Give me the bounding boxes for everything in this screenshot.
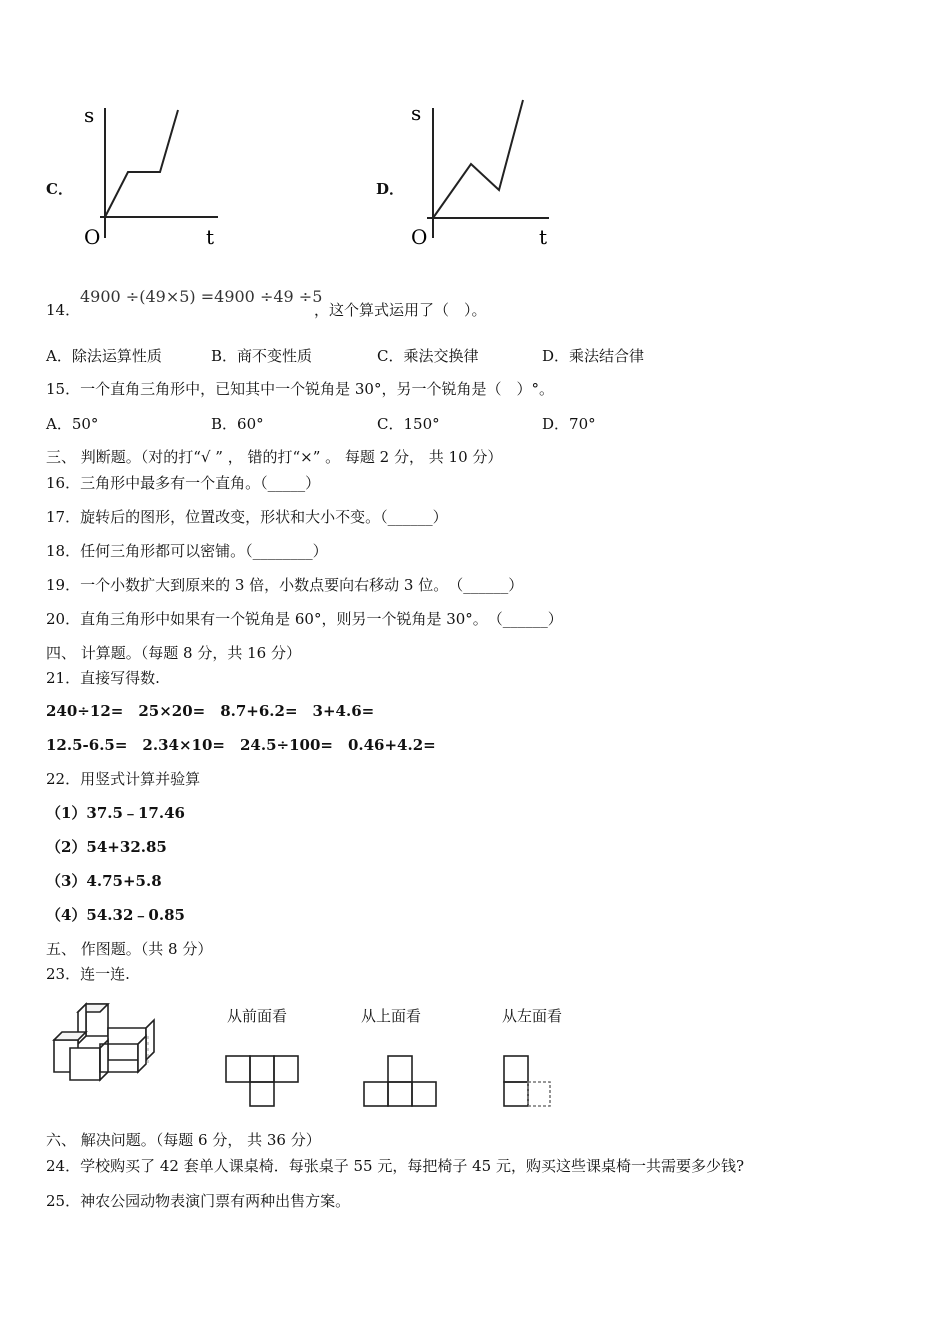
q15-option-d: D．70°: [542, 415, 596, 433]
graph-c: [78, 98, 228, 248]
graph-c-line: [105, 110, 178, 217]
q21: 21．直接写得数.: [46, 669, 160, 687]
graph-d: [405, 96, 560, 250]
option-c-label: C．: [46, 180, 73, 198]
q21-row2: 12.5-6.5= 2.34×10= 24.5÷100= 0.46+4.2=: [46, 736, 436, 754]
graph-d-t-label: t: [539, 225, 548, 249]
section5-title: 五、 作图题。（共 8 分）: [46, 940, 213, 958]
top-view-shape: [360, 1052, 442, 1108]
graph-d-line: [433, 100, 523, 218]
q24: 24．学校购买了 42 套单人课桌椅．每张桌子 55 元，每把椅子 45 元，购买这些课桌椅一共需要多少钱?: [46, 1157, 745, 1175]
q14-stem: ，这个算式运用了（ ）。: [314, 301, 487, 319]
graph-c-origin-label: O: [84, 225, 101, 248]
section6-title: 六、 解决问题。（每题 6 分， 共 36 分）: [46, 1131, 321, 1149]
view-label-front: 从前面看: [227, 1007, 288, 1025]
q22: 22．用竖式计算并验算: [46, 770, 201, 788]
q14-number: 14．: [46, 301, 81, 319]
graph-d-origin-label: O: [411, 225, 428, 249]
cube-stack-figure: [48, 1000, 163, 1085]
q15-option-b: B．60°: [211, 415, 264, 433]
q22-part4: （4）54.32﹣0.85: [46, 906, 185, 924]
section4-title: 四、 计算题。（每题 8 分，共 16 分）: [46, 644, 301, 662]
view-label-left: 从左面看: [502, 1007, 563, 1025]
graph-c-s-label: s: [84, 103, 95, 127]
front-view-shape: [222, 1052, 302, 1108]
q16: 16．三角形中最多有一个直角。（_____）: [46, 474, 321, 492]
q15-option-a: A．50°: [46, 415, 99, 433]
q22-part1: （1）37.5﹣17.46: [46, 804, 185, 822]
q14-option-d: D．乘法结合律: [542, 347, 645, 365]
q18: 18．任何三角形都可以密铺。（________）: [46, 542, 328, 560]
q20: 20．直角三角形中如果有一个锐角是 60°，则另一个锐角是 30°。 （______）: [46, 610, 563, 628]
q14-option-a: A．除法运算性质: [46, 347, 162, 365]
graph-c-t-label: t: [206, 225, 215, 248]
q15-stem: 15．一个直角三角形中，已知其中一个锐角是 30°，另一个锐角是（ ）°。: [46, 380, 554, 398]
q21-row1: 240÷12= 25×20= 8.7+6.2= 3+4.6=: [46, 702, 375, 720]
graph-d-s-label: s: [411, 101, 422, 125]
q23: 23．连一连.: [46, 965, 130, 983]
q14-option-c: C．乘法交换律: [377, 347, 479, 365]
q25: 25．神农公园动物表演门票有两种出售方案。: [46, 1192, 351, 1210]
q14-option-b: B．商不变性质: [211, 347, 313, 365]
q22-part2: （2）54+32.85: [46, 838, 167, 856]
q22-part3: （3）4.75+5.8: [46, 872, 162, 890]
q14-formula: 4900 ÷(49×5) =4900 ÷49 ÷5: [80, 287, 323, 306]
option-d-label: D．: [376, 180, 405, 198]
section3-title: 三、 判断题。（对的打“√ ” ， 错的打“×” 。 每题 2 分， 共 10 分）: [46, 448, 503, 466]
cube-front-side: [100, 1040, 108, 1080]
view-label-top: 从上面看: [361, 1007, 422, 1025]
cube-front-middle: [70, 1048, 100, 1080]
q19: 19．一个小数扩大到原来的 3 倍，小数点要向右移动 3 位。 （______）: [46, 576, 524, 594]
q17: 17．旋转后的图形，位置改变，形状和大小不变。（______）: [46, 508, 448, 526]
cube-back-side: [146, 1020, 154, 1060]
q15-option-c: C．150°: [377, 415, 440, 433]
left-view-shape: [500, 1052, 556, 1108]
